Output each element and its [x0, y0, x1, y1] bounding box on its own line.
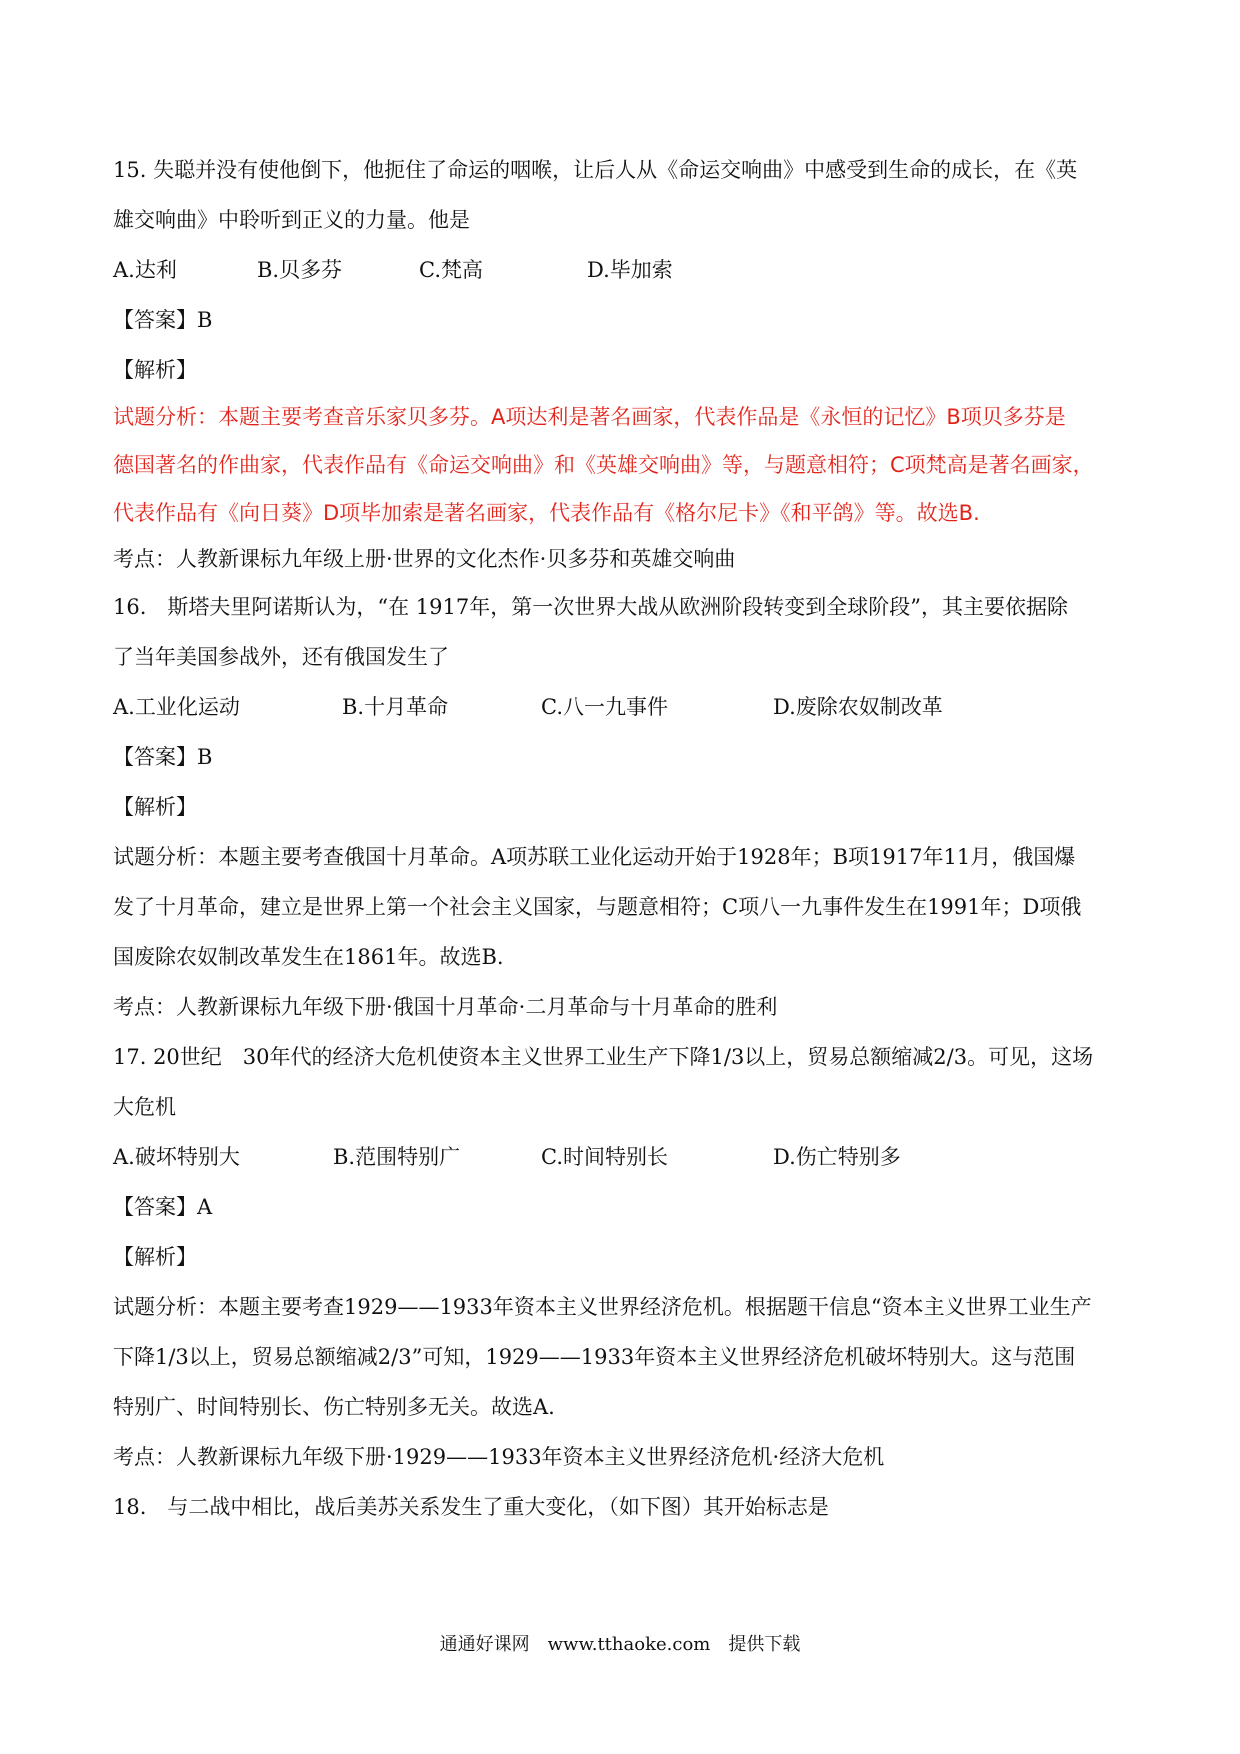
option-d: D.毕加索: [587, 258, 673, 282]
question-16-analysis-line-2: 发了十月革命，建立是世界上第一个社会主义国家，与题意相符；C项八一九事件发生在1991年；D项俄: [113, 895, 1082, 919]
question-16-analysis-label: 【解析】: [113, 795, 197, 819]
option-b: B.范围特别广: [333, 1145, 461, 1169]
question-16-stem-line-2: 了当年美国参战外，还有俄国发生了: [113, 645, 449, 669]
option-c: C.时间特别长: [541, 1145, 668, 1169]
question-16-answer: 【答案】B: [113, 745, 213, 769]
question-16-stem-line-1: 16. 斯塔夫里阿诺斯认为，“在 1917年，第一次世界大战从欧洲阶段转变到全球阶段”，其主要依据除: [113, 595, 1068, 619]
question-16-kaodian: 考点：人教新课标九年级下册·俄国十月革命·二月革命与十月革命的胜利: [113, 995, 778, 1019]
question-17-kaodian: 考点：人教新课标九年级下册·1929——1933年资本主义世界经济危机·经济大危机: [113, 1445, 885, 1469]
question-17-analysis-line-1: 试题分析：本题主要考查1929——1933年资本主义世界经济危机。根据题干信息“资本主义世界工业生产: [113, 1295, 1092, 1319]
question-15-stem-line-2: 雄交响曲》中聆听到正义的力量。他是: [113, 208, 470, 232]
question-15-analysis-line-2: 德国著名的作曲家，代表作品有《命运交响曲》和《英雄交响曲》等，与题意相符；C项梵高是著名画家，: [113, 453, 1094, 477]
question-17-stem-line-1: 17. 20世纪 30年代的经济大危机使资本主义世界工业生产下降1/3以上，贸易总额缩减2/3。可见，这场: [113, 1045, 1094, 1069]
option-b: B.十月革命: [342, 695, 449, 719]
option-a: A.达利: [113, 258, 177, 282]
question-15-kaodian: 考点：人教新课标九年级上册·世界的文化杰作·贝多芬和英雄交响曲: [113, 547, 736, 571]
question-16-analysis-line-3: 国废除农奴制改革发生在1861年。故选B.: [113, 945, 504, 969]
question-15-analysis-label: 【解析】: [113, 358, 197, 382]
option-c: C.八一九事件: [541, 695, 668, 719]
question-15-analysis-line-3: 代表作品有《向日葵》D项毕加索是著名画家，代表作品有《格尔尼卡》《和平鸽》等。故选B.: [113, 501, 980, 525]
option-a: A.工业化运动: [113, 695, 240, 719]
question-15-analysis-line-1: 试题分析：本题主要考查音乐家贝多芬。A项达利是著名画家，代表作品是《永恒的记忆》B项贝多芬是: [113, 405, 1066, 429]
question-18-stem-line-1: 18. 与二战中相比，战后美苏关系发生了重大变化，（如下图）其开始标志是: [113, 1495, 829, 1519]
question-15-stem-line-1: 15. 失聪并没有使他倒下，他扼住了命运的咽喉，让后人从《命运交响曲》中感受到生命的成长，在《英: [113, 158, 1078, 182]
page-footer: 通通好课网 www.tthaoke.com 提供下载: [439, 1634, 801, 1655]
question-17-analysis-label: 【解析】: [113, 1245, 197, 1269]
question-17-analysis-line-2: 下降1/3以上，贸易总额缩减2/3”可知，1929——1933年资本主义世界经济危机破坏特别大。这与范围: [113, 1345, 1076, 1369]
question-17-answer: 【答案】A: [113, 1195, 213, 1219]
question-16-analysis-line-1: 试题分析：本题主要考查俄国十月革命。A项苏联工业化运动开始于1928年；B项1917年11月，俄国爆: [113, 845, 1076, 869]
question-15-answer: 【答案】B: [113, 308, 213, 332]
option-b: B.贝多芬: [257, 258, 343, 282]
option-a: A.破坏特别大: [113, 1145, 240, 1169]
option-d: D.废除农奴制改革: [773, 695, 943, 719]
option-c: C.梵高: [419, 258, 483, 282]
option-d: D.伤亡特别多: [773, 1145, 901, 1169]
question-17-stem-line-2: 大危机: [113, 1095, 176, 1119]
question-17-analysis-line-3: 特别广、时间特别长、伤亡特别多无关。故选A.: [113, 1395, 555, 1419]
